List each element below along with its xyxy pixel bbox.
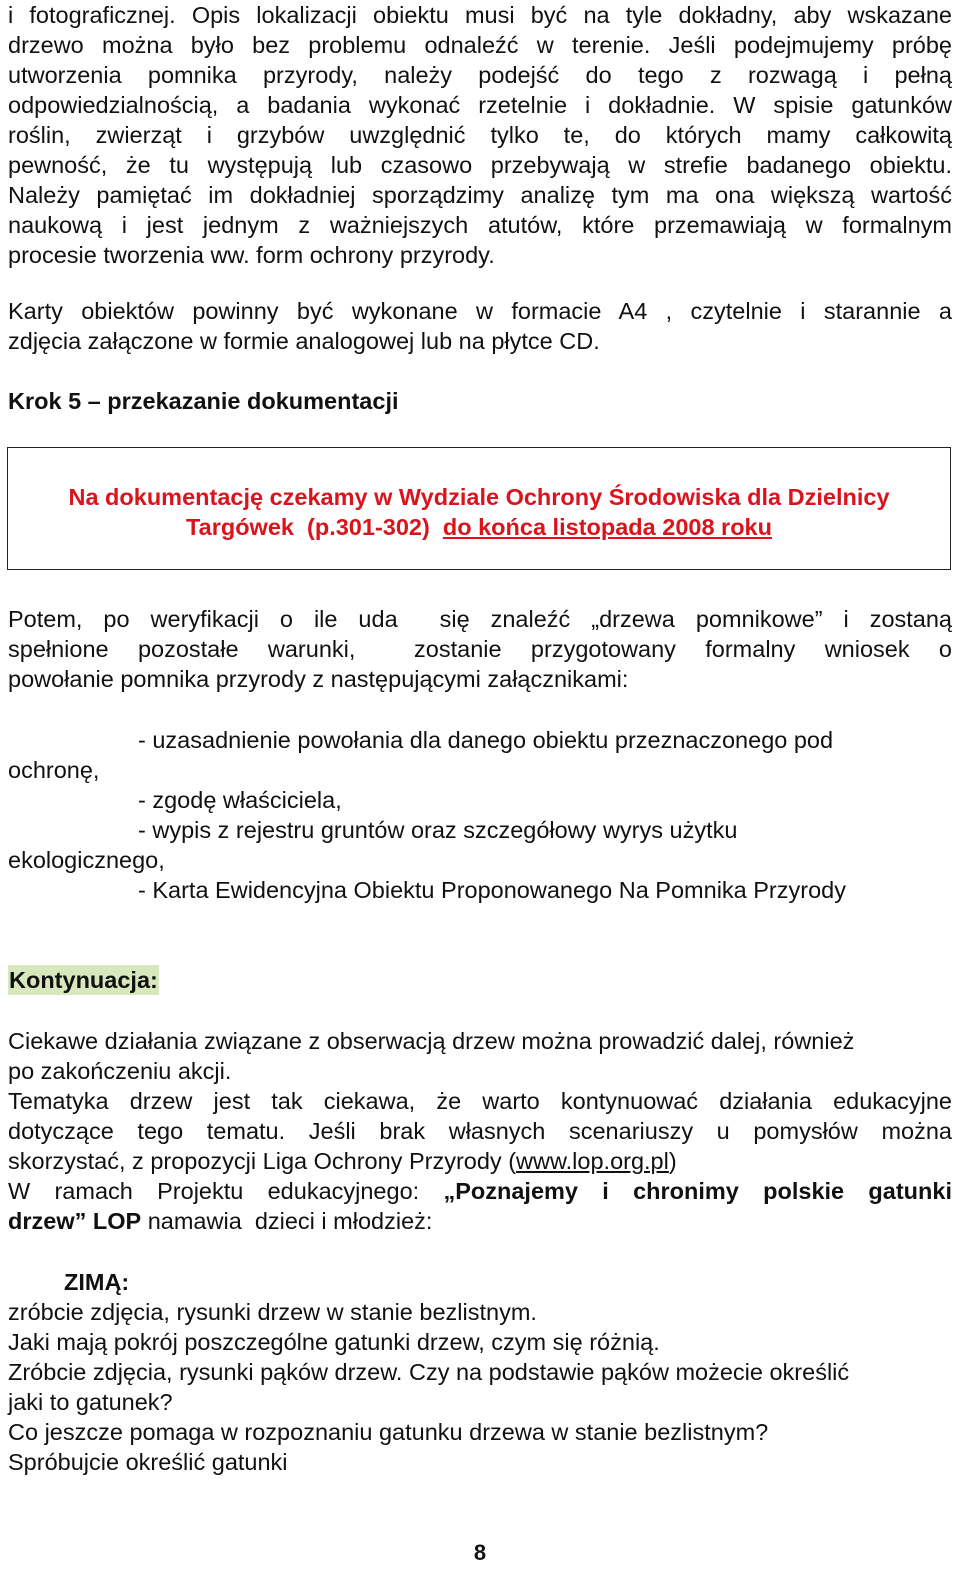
text-line: roślin, zwierząt i grzybów uwzględnić tylko te, do których mamy całkowitą <box>8 122 952 148</box>
text-line <box>8 1176 952 1206</box>
text-line: utworzenia pomnika przyrody, należy podejść do tego z rozwagą i pełną <box>8 62 952 88</box>
text-line: spełnione pozostałe warunki, zostanie przygotowany formalny wniosek o <box>8 636 952 662</box>
notice-location: Targówek (p.301-302) <box>186 514 443 540</box>
text-line: odpowiedzialnością, a badania wykonać rzetelnie i dokładnie. W spisie gatunków <box>8 92 952 118</box>
karty-paragraph <box>8 296 952 356</box>
text-line: Tematyka drzew jest tak ciekawa, że warto kontynuować działania edukacyjne <box>8 1088 952 1114</box>
text-line: dotyczące tego tematu. Jeśli brak własnych scenariuszy u pomysłów można <box>8 1118 952 1144</box>
text-span: namawia dzieci i młodzież: <box>141 1208 433 1234</box>
text-line: Zróbcie zdjęcia, rysunki pąków drzew. Czy na podstawie pąków możecie określić <box>8 1359 850 1385</box>
potem-paragraph <box>8 604 952 694</box>
continuation-heading: Kontynuacja: <box>9 967 158 993</box>
text-span: ) <box>668 1148 677 1174</box>
page-number: 8 <box>473 1540 487 1565</box>
text-span: skorzystać, z propozycji Liga Ochrony Przyrody ( <box>8 1148 517 1174</box>
text-span: W ramach Projektu edukacyjnego: <box>8 1178 444 1204</box>
text-line: powołanie pomnika przyrody z następującymi załącznikami: <box>8 666 629 692</box>
list-item: - Karta Ewidencyjna Obiektu Proponowanego Na Pomnika Przyrody <box>138 877 846 903</box>
text-line: Spróbujcie określić gatunki <box>8 1449 288 1475</box>
notice-line <box>8 512 950 542</box>
text-line: naukową i jest jednym z ważniejszych atutów, które przemawiają w formalnym <box>8 212 952 238</box>
text-line: Potem, po weryfikacji o ile uda się znaleźć „drzewa pomnikowe” i zostaną <box>8 606 952 632</box>
list-item-continuation: ochronę, <box>8 757 100 783</box>
text-line <box>8 1206 952 1236</box>
list-item: - zgodę właściciela, <box>138 787 342 813</box>
notice-deadline: do końca listopada 2008 roku <box>442 514 772 540</box>
attachments-list <box>8 725 952 905</box>
text-line: Karty obiektów powinny być wykonane w formacie A4 , czytelnie i starannie a <box>8 298 952 324</box>
list-item: - uzasadnienie powołania dla danego obiektu przeznaczonego pod <box>138 727 834 753</box>
text-line: Co jeszcze pomaga w rozpoznaniu gatunku drzewa w stanie bezlistnym? <box>8 1419 769 1445</box>
text-line: Należy pamiętać im dokładniej sporządzimy analizę tym ma ona większą wartość <box>8 182 952 208</box>
list-item-continuation: ekologicznego, <box>8 847 165 873</box>
winter-heading: ZIMĄ: <box>64 1269 130 1295</box>
text-line: Ciekawe działania związane z obserwacją drzew można prowadzić dalej, również <box>8 1028 855 1054</box>
notice-box <box>7 447 951 570</box>
text-line: jaki to gatunek? <box>8 1389 173 1415</box>
winter-paragraph <box>8 1297 952 1477</box>
list-item: - wypis z rejestru gruntów oraz szczegółowy wyrys użytku <box>138 817 738 843</box>
project-title: drzew” LOP <box>8 1208 142 1234</box>
text-line: zdjęcia załączone w formie analogowej lub na płytce CD. <box>8 328 600 354</box>
text-line: po zakończeniu akcji. <box>8 1058 232 1084</box>
notice-line: Na dokumentację czekamy w Wydziale Ochrony Środowiska dla Dzielnicy <box>68 484 890 510</box>
continuation-paragraph <box>8 1026 952 1236</box>
text-line: Jaki mają pokrój poszczególne gatunki drzew, czym się różnią. <box>8 1329 660 1355</box>
text-line: zróbcie zdjęcia, rysunki drzew w stanie bezlistnym. <box>8 1299 537 1325</box>
text-line <box>8 1146 952 1176</box>
step5-heading: Krok 5 – przekazanie dokumentacji <box>8 388 399 414</box>
intro-paragraph <box>8 0 952 270</box>
text-line: drzewo można było bez problemu odnaleźć w terenie. Jeśli podejmujemy próbę <box>8 32 952 58</box>
text-line: procesie tworzenia ww. form ochrony przyrody. <box>8 242 495 268</box>
lop-website-link[interactable]: www.lop.org.pl <box>516 1148 669 1174</box>
project-title: „Poznajemy i chronimy polskie gatunki <box>443 1178 952 1204</box>
text-line: i fotograficznej. Opis lokalizacji obiektu musi być na tyle dokładny, aby wskazane <box>8 2 952 28</box>
text-line: pewność, że tu występują lub czasowo przebywają w strefie badanego obiektu. <box>8 152 952 178</box>
